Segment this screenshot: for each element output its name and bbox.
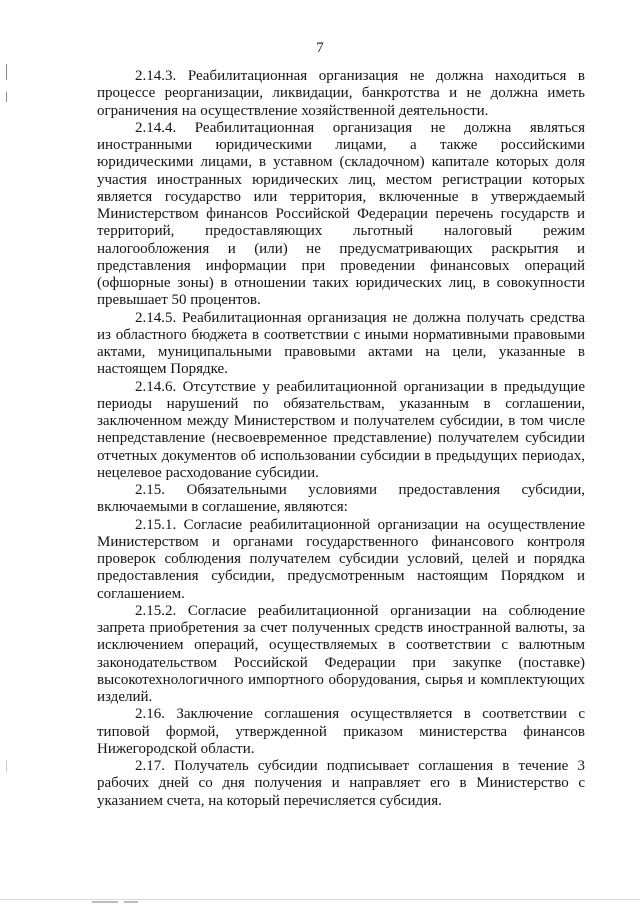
margin-scan-mark bbox=[6, 760, 7, 772]
margin-scan-mark bbox=[6, 92, 7, 102]
paragraph-2-15-2: 2.15.2. Согласие реабилитационной организации на соблюдение запрета приобретения за счет полученных средств иностранной валюты, за исключением операций, осуществляемых в соответствии с валютным законодательством Российской Федерации при закупке (поставке) высокотехнологичного импортного оборудования, сырья и комплектующих изделий. bbox=[97, 602, 585, 705]
scan-bottom-mark bbox=[92, 901, 118, 903]
scan-bottom-edge bbox=[0, 899, 640, 900]
paragraph-2-14-3: 2.14.3. Реабилитационная организация не должна находиться в процессе реорганизации, ликвидации, банкротства и не должна иметь ограничения на осуществление хозяйственной деятельности. bbox=[97, 68, 585, 119]
paragraph-2-14-6: 2.14.6. Отсутствие у реабилитационной организации в предыдущие периоды нарушений по обязательствам, указанным в соглашении, заключенном между Министерством и получателем субсидии, в том числе непредставление (несвоевременное представление) получателем субсидии отчетных документов об использовании субсидии в предыдущих периодах, нецелевое расходование субсидии. bbox=[97, 378, 585, 481]
scan-bottom-mark bbox=[124, 901, 138, 903]
paragraph-2-17: 2.17. Получатель субсидии подписывает соглашения в течение 3 рабочих дней со дня получения и направляет его в Министерство с указанием счета, на который перечисляется субсидия. bbox=[97, 758, 585, 809]
document-body bbox=[97, 68, 585, 810]
margin-scan-mark bbox=[6, 64, 7, 80]
paragraph-2-15: 2.15. Обязательными условиями предоставления субсидии, включаемыми в соглашение, являются: bbox=[97, 482, 585, 516]
page-number: 7 bbox=[316, 40, 324, 56]
paragraph-2-14-4: 2.14.4. Реабилитационная организация не должна являться иностранными юридическими лицами, а также российскими юридическими лицами, в уставном (складочном) капитале которых доля участия иностранных юридических лиц, местом регистрации которых является государство или территория, включенные в утверждаемый Министерством финансов Российской Федерации перечень государств и территорий, предоставляющих льготный налоговый режим налогообложения и (или) не предусматривающих раскрытия и представления информации при проведении финансовых операций (офшорные зоны) в отношении таких юридических лиц, в совокупности превышает 50 процентов. bbox=[97, 119, 585, 309]
paragraph-2-14-5: 2.14.5. Реабилитационная организация не должна получать средства из областного бюджета в соответствии с иными нормативными правовыми актами, муниципальными правовыми актами на цели, указанные в настоящем Порядке. bbox=[97, 309, 585, 378]
paragraph-2-16: 2.16. Заключение соглашения осуществляется в соответствии с типовой формой, утвержденной приказом министерства финансов Нижегородской области. bbox=[97, 706, 585, 757]
paragraph-2-15-1: 2.15.1. Согласие реабилитационной организации на осуществление Министерством и органами государственного финансового контроля проверок соблюдения получателем субсидии условий, целей и порядка предоставления субсидии, предусмотренным настоящим Порядком и соглашением. bbox=[97, 516, 585, 602]
